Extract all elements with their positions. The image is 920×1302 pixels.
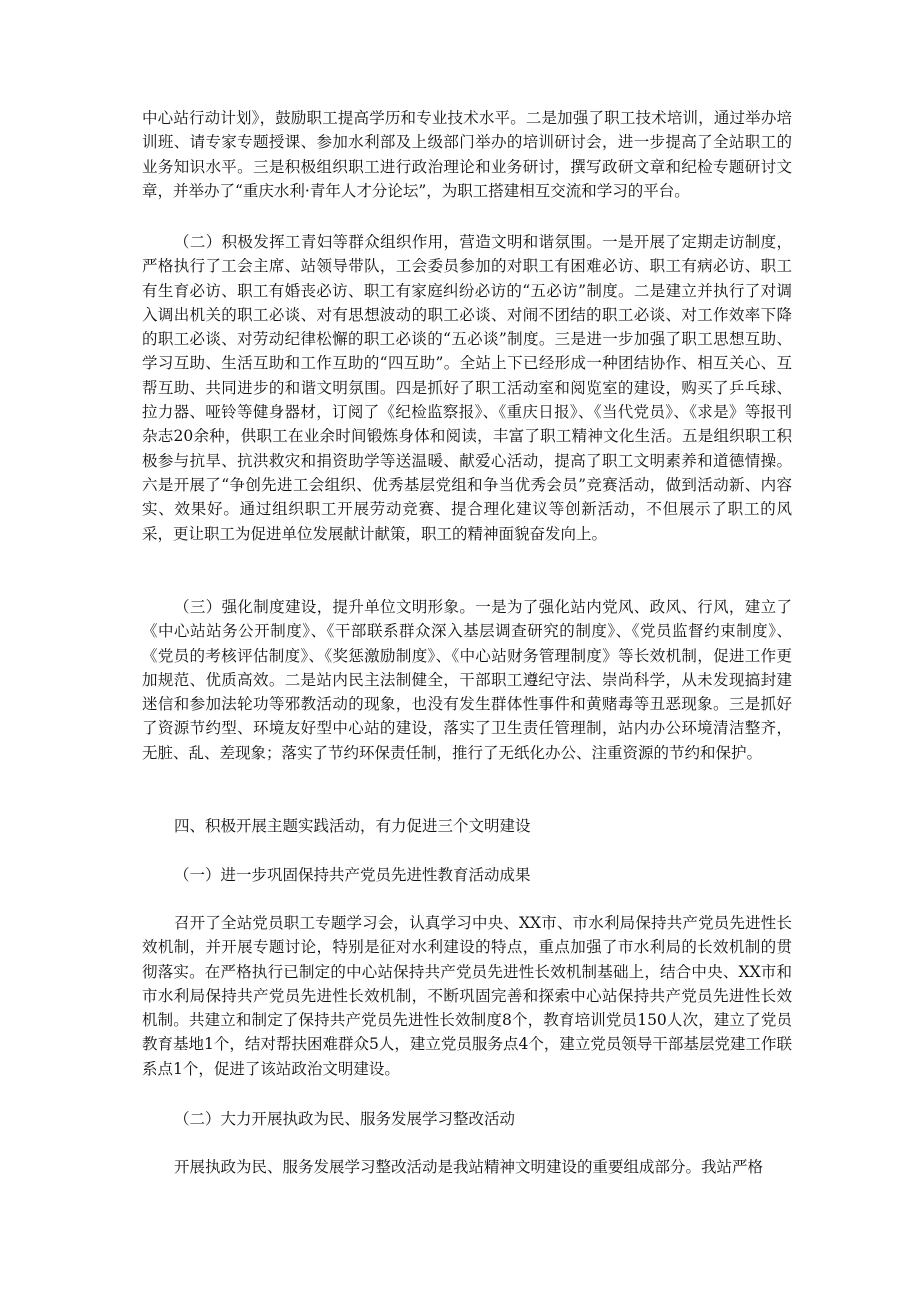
paragraph-party-study: 召开了全站党员职工专题学习会，认真学习中央、XX市、市水利局保持共产党员先进性长效机制，并开展专题讨论，特别是征对水利建设的特点，重点加强了市水利局的长效机制的贯彻落实。在严格执行已制定的中心站保持共产党员先进性长效机制基础上，结合中央、XX市和市水利局保持共产党员先进性长效机制，不断巩固完善和探索中心站保持共产党员先进性长效机制。共建立和制定了保持共产党员先进性长效制度8个，教育培训党员150人次，建立了党员教育基地1个，结对帮扶困难群众5人，建立党员服务点4个，建立党员领导干部基层党建工作联系点1个，促进了该站政治文明建设。 [142, 914, 792, 1078]
subheading-consolidate-education: （一）进一步巩固保持共产党员先进性教育活动成果 [174, 866, 531, 884]
section-heading-four: 四、积极开展主题实践活动，有力促进三个文明建设 [174, 817, 531, 835]
subheading-governance-rectification: （二）大力开展执政为民、服务发展学习整改活动 [174, 1110, 516, 1128]
paragraph-training: 中心站行动计划》，鼓励职工提高学历和专业技术水平。二是加强了职工技术培训，通过举办培训班、请专家专题授课、参加水利部及上级部门举办的培训研讨会，进一步提高了全站职工的业务知识水平。三是积极组织职工进行政治理论和业务研讨，撰写政研文章和纪检专题研讨文章，并举办了“重庆水利·青年人才分论坛”，为职工搭建相互交流和学习的平台。 [142, 109, 792, 200]
paragraph-governance-intro: 开展执政为民、服务发展学习整改活动是我站精神文明建设的重要组成部分。我站严格 [174, 1158, 764, 1176]
paragraph-mass-organizations: （二）积极发挥工青妇等群众组织作用，营造文明和谐氛围。一是开展了定期走访制度，严格执行了工会主席、站领导带队，工会委员参加的对职工有困难必访、职工有病必访、职工有生育必访、职工有婚丧必访、职工有家庭纠纷必访的“五必访”制度。二是建立并执行了对调入调出机关的职工必谈、对有思想波动的职工必谈、对闹不团结的职工必谈、对工作效率下降的职工必谈、对劳动纪律松懈的职工必谈的“五必谈”制度。三是进一步加强了职工思想互助、学习互助、生活互助和工作互助的“四互助”。全站上下已经形成一种团结协作、相互关心、互帮互助、共同进步的和谐文明氛围。四是抓好了职工活动室和阅览室的建设，购买了乒乓球、拉力器、哑铃等健身器材，订阅了《纪检监察报》、《重庆日报》、《当代党员》、《求是》等报刊杂志20余种，供职工在业余时间锻炼身体和阅读，丰富了职工精神文化生活。五是组织职工积极参与抗旱、抗洪救灾和捐资助学等送温暖、献爱心活动，提高了职工文明素养和道德情操。六是开展了“争创先进工会组织、优秀基层党组和争当优秀会员”竞赛活动，做到活动新、内容实、效果好。通过组织职工开展劳动竞赛、提合理化建议等创新活动，不但展示了职工的风采，更让职工为促进单位发展献计献策，职工的精神面貌奋发向上。 [142, 233, 792, 543]
paragraph-system-building: （三）强化制度建设，提升单位文明形象。一是为了强化站内党风、政风、行风，建立了《中心站站务公开制度》、《干部联系群众深入基层调查研究的制度》、《党员监督约束制度》、《党员的考核评估制度》、《奖惩激励制度》、《中心站财务管理制度》等长效机制，促进工作更加规范、优质高效。二是站内民主法制健全，干部职工遵纪守法、崇尚科学，从未发现搞封建迷信和参加法轮功等邪教活动的现象，也没有发生群体性事件和黄赌毒等丑恶现象。三是抓好了资源节约型、环境友好型中心站的建设，落实了卫生责任管理制，站内办公环境清洁整齐，无脏、乱、差现象；落实了节约环保责任制，推行了无纸化办公、注重资源的节约和保护。 [142, 598, 792, 762]
